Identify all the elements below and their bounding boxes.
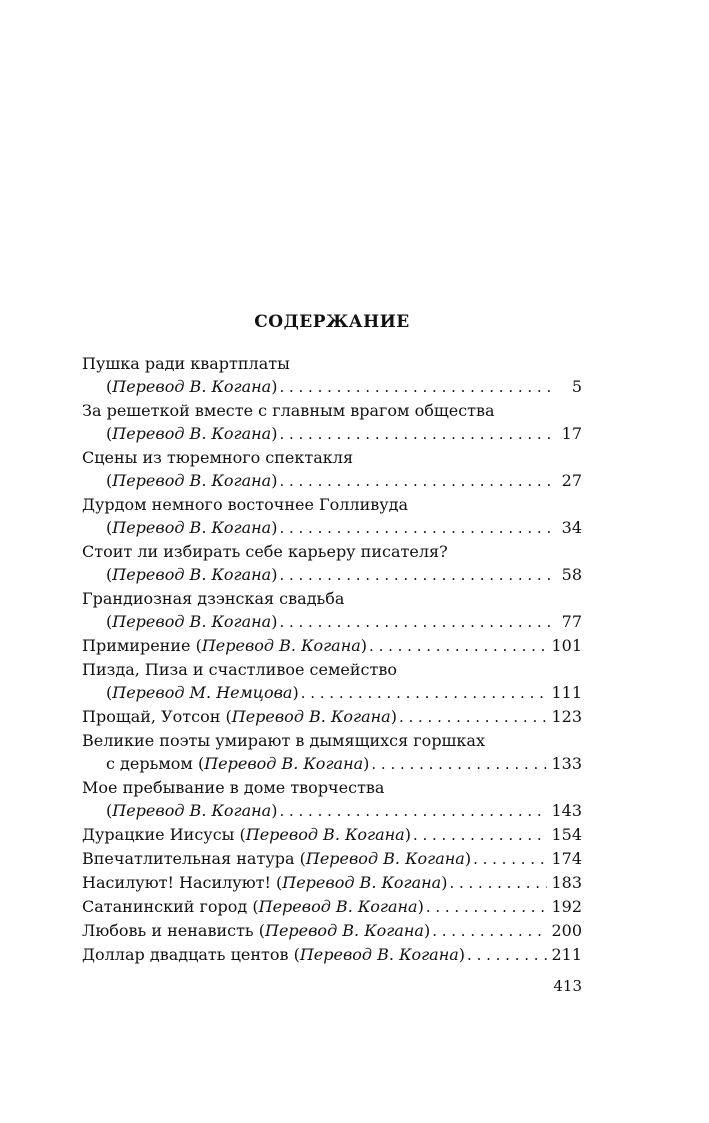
toc-entry-translator: (Перевод В. Когана) — [252, 897, 424, 916]
toc-entry-translator: (Перевод В. Когана) — [239, 825, 411, 844]
toc-entry-page: 154 — [551, 825, 582, 844]
toc-entry-translator: (Перевод В. Когана) — [195, 636, 368, 655]
leader-dots — [369, 635, 547, 658]
toc-entry-translator: (Перевод В. Когана) — [276, 873, 448, 892]
toc-entry-page: 133 — [551, 754, 582, 773]
toc-entry-title-line — [82, 587, 582, 610]
leader-dots — [279, 470, 550, 493]
toc-entry — [82, 823, 582, 847]
toc-entry-note-line — [82, 563, 582, 587]
toc-entry-title-line — [82, 399, 582, 422]
leader-dots — [449, 872, 547, 895]
toc-entry-title: За решеткой вместе с главным врагом общества — [82, 401, 495, 420]
toc-entry-title: Впечатлительная натура — [82, 849, 295, 868]
leader-dots — [279, 564, 550, 587]
toc-entry-title-line — [82, 658, 582, 681]
toc-entry-note-line — [82, 375, 582, 399]
toc-entry — [82, 943, 582, 967]
toc-entry-title: Стоит ли избирать себе карьеру писателя? — [82, 542, 448, 561]
toc-entry-title: Прощай, Уотсон — [82, 707, 221, 726]
toc-entry-note-line — [82, 610, 582, 634]
toc-entry-page: 58 — [561, 565, 582, 584]
leader-dots — [371, 753, 547, 776]
toc-entry-title: Великие поэты умирают в дымящихся горшках — [82, 731, 485, 750]
leader-dots — [473, 848, 547, 871]
toc-entry-translator: (Перевод В. Когана) — [106, 424, 278, 443]
toc-entry-page: 101 — [551, 636, 582, 655]
toc-entry-page: 34 — [561, 518, 582, 537]
toc-entry-note-line — [82, 799, 582, 823]
toc-entry-translator: (Перевод В. Когана) — [106, 471, 278, 490]
leader-dots — [279, 423, 550, 446]
toc-entry-translator: (Перевод В. Когана) — [197, 754, 370, 773]
toc-entry-title: Доллар двадцать центов — [82, 945, 289, 964]
leader-dots — [301, 682, 548, 705]
table-of-contents — [82, 352, 582, 967]
toc-entry-page: 111 — [551, 683, 582, 702]
leader-dots — [279, 611, 550, 634]
toc-entry-translator: (Перевод М. Немцова) — [106, 683, 299, 702]
toc-entry-title-line — [82, 446, 582, 469]
toc-entry-translator: (Перевод В. Когана) — [106, 565, 278, 584]
toc-entry-translator: (Перевод В. Когана) — [106, 801, 278, 820]
toc-entry-title: Сцены из тюремного спектакля — [82, 448, 354, 467]
toc-entry-translator: (Перевод В. Когана) — [106, 518, 278, 537]
toc-entry-translator: (Перевод В. Когана) — [299, 849, 472, 868]
toc-entry-page: 17 — [561, 424, 582, 443]
toc-entry-title-line — [82, 540, 582, 563]
toc-entry-note-line — [82, 516, 582, 540]
toc-entry-title: Дурдом немного восточнее Голливуда — [82, 495, 409, 514]
toc-entry-title-line — [82, 776, 582, 799]
toc-entry-page: 143 — [551, 801, 582, 820]
toc-entry-page: 192 — [551, 897, 582, 916]
toc-entry-page: 5 — [571, 377, 582, 396]
toc-entry-page: 211 — [551, 945, 582, 964]
toc-entry-page: 77 — [561, 612, 582, 631]
leader-dots — [279, 517, 550, 540]
toc-entry-title: Мое пребывание в доме творчества — [82, 778, 385, 797]
leader-dots — [399, 706, 548, 729]
toc-entry-title: Сатанинский город — [82, 897, 248, 916]
toc-entry-note-line — [82, 752, 582, 776]
toc-entry-translator: (Перевод В. Когана) — [106, 612, 278, 631]
toc-entry-page: 123 — [551, 707, 582, 726]
toc-entry-translator: (Перевод В. Когана) — [293, 945, 466, 964]
leader-dots — [279, 800, 547, 823]
toc-entry — [82, 847, 582, 871]
toc-entry-title: Пизда, Пиза и счастливое семейство — [82, 660, 397, 679]
page-number: 413 — [553, 977, 582, 995]
toc-entry — [82, 919, 582, 943]
toc-entry-note-line — [82, 469, 582, 493]
toc-entry-title: Грандиозная дзэнская свадьба — [82, 589, 345, 608]
toc-entry-title-line — [82, 729, 582, 752]
toc-entry-page: 27 — [561, 471, 582, 490]
leader-dots — [432, 920, 547, 943]
toc-entry-translator: (Перевод В. Когана) — [106, 377, 278, 396]
toc-entry-title-line — [82, 352, 582, 375]
toc-entry-page: 174 — [551, 849, 582, 868]
toc-entry-translator: (Перевод В. Когана) — [225, 707, 397, 726]
toc-entry-title: Примирение — [82, 636, 191, 655]
toc-entry-title: Дурацкие Иисусы — [82, 825, 235, 844]
leader-dots — [413, 824, 548, 847]
toc-entry-note-line — [82, 681, 582, 705]
leader-dots — [279, 376, 550, 399]
leader-dots — [467, 944, 547, 967]
toc-entry-page: 183 — [551, 873, 582, 892]
toc-entry-title: Любовь и ненависть — [82, 921, 254, 940]
toc-entry — [82, 895, 582, 919]
toc-entry — [82, 634, 582, 658]
toc-entry-translator: (Перевод В. Когана) — [258, 921, 431, 940]
toc-entry-title: Пушка ради квартплаты — [82, 354, 290, 373]
toc-entry-title-continued: с дерьмом — [106, 754, 193, 773]
toc-heading: СОДЕРЖАНИЕ — [254, 312, 410, 332]
toc-entry — [82, 871, 582, 895]
toc-entry — [82, 705, 582, 729]
leader-dots — [426, 896, 548, 919]
toc-entry-title-line — [82, 493, 582, 516]
toc-entry-title: Насилуют! Насилуют! — [82, 873, 271, 892]
toc-entry-page: 200 — [551, 921, 582, 940]
toc-entry-note-line — [82, 422, 582, 446]
